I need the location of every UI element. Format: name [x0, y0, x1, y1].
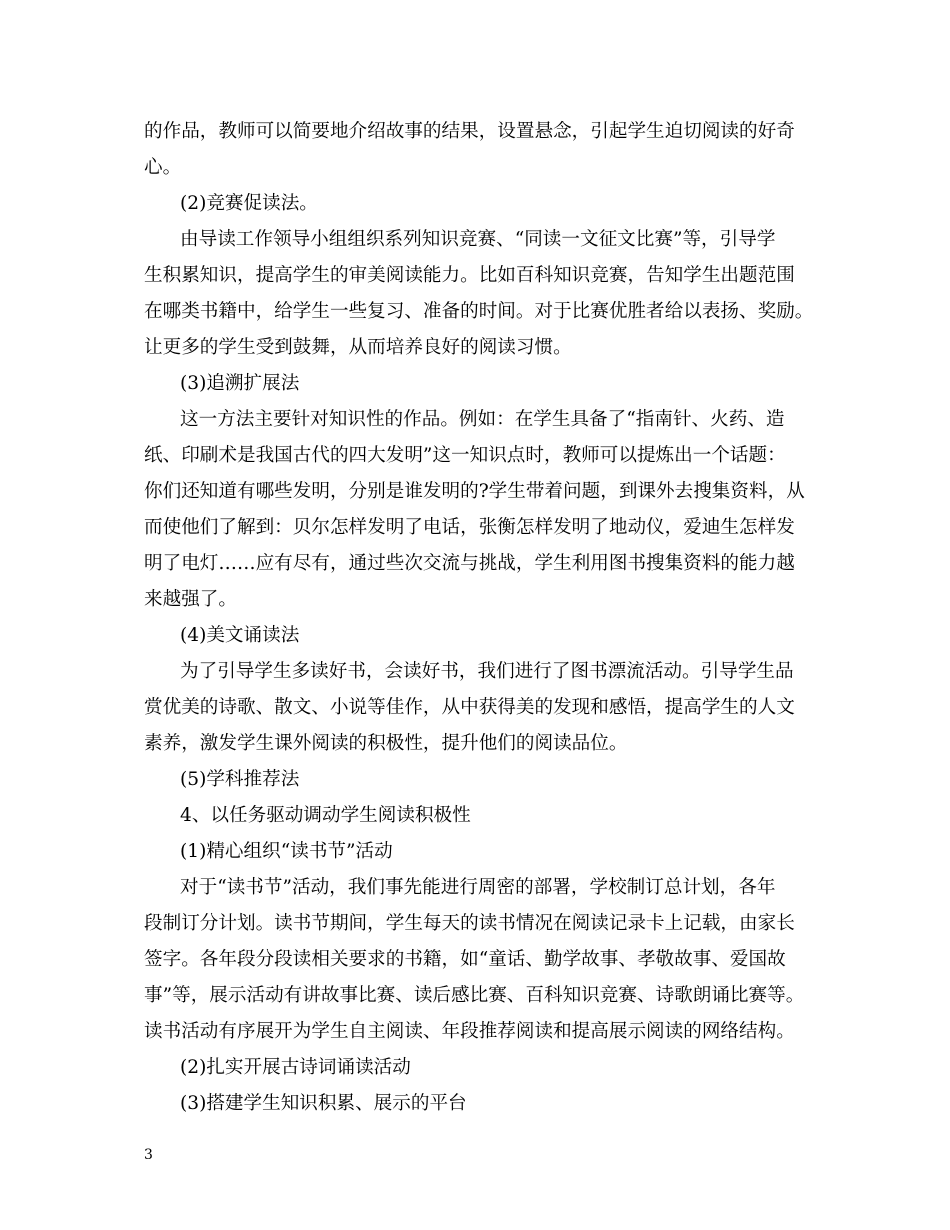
section-heading: (2)竞赛促读法。 — [180, 193, 318, 214]
paragraph-line: 明了电灯……应有尽有，通过些次交流与挑战，学生利用图书搜集资料的能力越 — [144, 553, 795, 574]
paragraph-line: 让更多的学生受到鼓舞，从而培养良好的阅读习惯。 — [144, 337, 572, 358]
paragraph-line: 而使他们了解到：贝尔怎样发明了电话，张衡怎样发明了地动仪，爱迪生怎样发 — [144, 517, 795, 538]
section-heading: (4)美文诵读法 — [180, 625, 300, 646]
paragraph-line: 的作品，教师可以简要地介绍故事的结果，设置悬念，引起学生迫切阅读的好奇 — [144, 121, 795, 142]
paragraph-line: 对于“读书节”活动，我们事先能进行周密的部署，学校制订总计划，各年 — [180, 877, 776, 898]
paragraph-line: 读书活动有序展开为学生自主阅读、年段推荐阅读和提高展示阅读的网络结构。 — [144, 1021, 795, 1042]
paragraph-line: 来越强了。 — [144, 589, 237, 610]
page-number: 3 — [144, 1147, 153, 1163]
section-heading: (1)精心组织“读书节”活动 — [180, 841, 393, 862]
paragraph-line: 赏优美的诗歌、散文、小说等佳作，从中获得美的发现和感悟，提高学生的人文 — [144, 697, 795, 718]
section-heading: (2)扎实开展古诗词诵读活动 — [180, 1057, 411, 1078]
paragraph-line: 在哪类书籍中，给学生一些复习、准备的时间。对于比赛优胜者给以表扬、奖励。 — [144, 301, 814, 322]
paragraph-line: 心。 — [144, 157, 182, 178]
paragraph-line: 素养，激发学生课外阅读的积极性，提升他们的阅读品位。 — [144, 733, 628, 754]
paragraph-line: 段制订分计划。读书节期间，学生每天的读书情况在阅读记录卡上记载，由家长 — [144, 913, 795, 934]
section-heading: 4、以任务驱动调动学生阅读积极性 — [180, 805, 471, 826]
section-heading: (5)学科推荐法 — [180, 769, 300, 790]
section-heading: (3)追溯扩展法 — [180, 373, 300, 394]
paragraph-line: 生积累知识，提高学生的审美阅读能力。比如百科知识竞赛，告知学生出题范围 — [144, 265, 795, 286]
section-heading: (3)搭建学生知识积累、展示的平台 — [180, 1093, 467, 1114]
paragraph-line: 签字。各年段分段读相关要求的书籍，如“童话、勤学故事、孝敬故事、爱国故 — [144, 949, 786, 970]
paragraph-line: 这一方法主要针对知识性的作品。例如：在学生具备了“指南针、火药、造 — [180, 409, 785, 430]
paragraph-line: 由导读工作领导小组组织系列知识竞赛、“同读一文征文比赛”等，引导学 — [180, 229, 776, 250]
paragraph-line: 事”等，展示活动有讲故事比赛、读后感比赛、百科知识竞赛、诗歌朗诵比赛等。 — [144, 985, 805, 1006]
paragraph-line: 纸、印刷术是我国古代的四大发明”这一知识点时，教师可以提炼出一个话题： — [144, 445, 786, 466]
paragraph-line: 为了引导学生多读好书，会读好书，我们进行了图书漂流活动。引导学生品 — [180, 661, 794, 682]
paragraph-line: 你们还知道有哪些发明，分别是谁发明的?学生带着问题，到课外去搜集资料，从 — [144, 481, 805, 502]
